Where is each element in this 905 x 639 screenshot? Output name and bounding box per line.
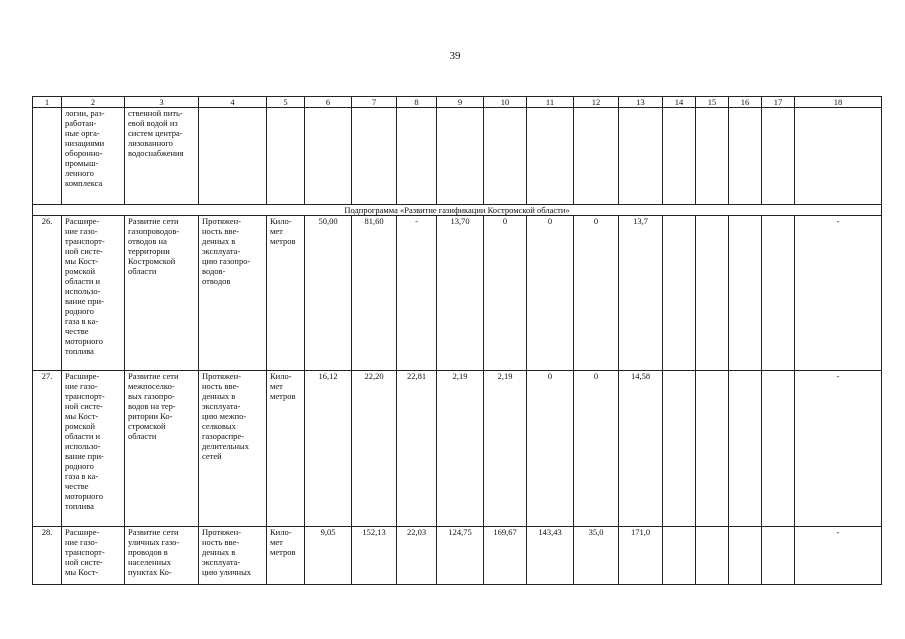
row-indicator-text: Протяжен- ность вве- денных в эксплуата- цию газопро- водов- отводов [202,216,251,286]
row-name-text: Расшире- ние газо- транспорт- ной систе- мы Кост- ромской области и использо- вание при- родного газа в ка- честве моторного топлива [65,216,105,356]
table-row [33,216,882,371]
value-cell: 0 [574,216,619,371]
row-activity [125,527,199,585]
row-unit-text: Кило- мет метров [270,371,296,401]
value-cell: 81,60 [352,216,397,371]
column-number: 13 [619,97,663,108]
value-cell: 0 [484,216,527,371]
subprogram-row [33,205,882,216]
subprogram-title: Подпрограмма «Развитие газификации Костромской области» [33,205,882,216]
value-cell: - [397,216,437,371]
row-name [62,371,125,527]
column-number: 17 [762,97,795,108]
value-cell: 124,75 [437,527,484,585]
column-number: 11 [527,97,574,108]
value-cell: 13,7 [619,216,663,371]
column-number: 8 [397,97,437,108]
value-cell [729,371,762,527]
row-unit-text: Кило- мет метров [270,527,296,557]
row-indicator [199,371,267,527]
value-cell: 2,19 [437,371,484,527]
value-cell [762,216,795,371]
value-cell [696,527,729,585]
value-cell: - [795,371,882,527]
column-number: 3 [125,97,199,108]
row-indicator [199,216,267,371]
column-number: 7 [352,97,397,108]
column-number: 18 [795,97,882,108]
column-number: 2 [62,97,125,108]
continuation-name-cell [62,108,125,205]
value-cell: 14,58 [619,371,663,527]
table-row [33,527,882,585]
row-unit [267,527,305,585]
row-indicator-text: Протяжен- ность вве- денных в эксплуата- цию уличных [202,527,252,577]
value-cell: 171,0 [619,527,663,585]
column-number: 10 [484,97,527,108]
value-cell: 22,20 [352,371,397,527]
value-cell: 0 [527,216,574,371]
row-indicator-text: Протяжен- ность вве- денных в эксплуата- цию межпо- селковых газораспре- делительных сетей [202,371,250,461]
table-row [33,371,882,527]
value-cell: - [795,216,882,371]
value-cell: 2,19 [484,371,527,527]
value-cell: 16,12 [305,371,352,527]
continuation-name-text: логии, раз- работан- ные орга- низациями оборонно- промыш- ленного комплекса [65,108,105,188]
row-activity [125,216,199,371]
row-unit [267,371,305,527]
row-name [62,527,125,585]
value-cell: 0 [574,371,619,527]
row-unit-text: Кило- мет метров [270,216,296,246]
value-cell: 35,0 [574,527,619,585]
row-name-text: Расшире- ние газо- транспорт- ной систе- мы Кост- ромской области и использо- вание при- родного газа в ка- честве моторного топлива [65,371,105,511]
column-number: 4 [199,97,267,108]
value-cell: - [795,527,882,585]
column-numbers-row [33,97,882,108]
value-cell [762,371,795,527]
value-cell [729,527,762,585]
row-activity [125,371,199,527]
column-number: 15 [696,97,729,108]
value-cell [663,216,696,371]
value-cell [696,371,729,527]
row-name [62,216,125,371]
row-name-text: Расшире- ние газо- транспорт- ной систе- мы Кост- [65,527,105,577]
continuation-activity-text: ственной пить- евой водой из систем центра- лизованного водоснабжения [128,108,184,158]
row-indicator [199,527,267,585]
value-cell [762,527,795,585]
column-number: 6 [305,97,352,108]
value-cell: 50,00 [305,216,352,371]
value-cell [729,216,762,371]
row-unit [267,216,305,371]
value-cell: 9,05 [305,527,352,585]
row-number: 26. [33,216,62,371]
value-cell [663,527,696,585]
indicator-table [32,96,882,585]
column-number: 12 [574,97,619,108]
column-number: 16 [729,97,762,108]
continuation-row [33,108,882,205]
row-activity-text: Развитие сети уличных газо- проводов в населенных пунктах Ко- [128,527,180,577]
value-cell [696,216,729,371]
row-activity-text: Развитие сети газопроводов- отводов на территории Костромской области [128,216,180,276]
row-number: 28. [33,527,62,585]
row-activity-text: Развитие сети межпоселко- вых газопро- водов на тер- ритории Ко- стромской области [128,371,179,441]
column-number: 9 [437,97,484,108]
column-number: 1 [33,97,62,108]
page-number: 39 [449,50,461,62]
continuation-activity-cell [125,108,199,205]
value-cell: 0 [527,371,574,527]
value-cell: 143,43 [527,527,574,585]
column-number: 14 [663,97,696,108]
value-cell: 152,13 [352,527,397,585]
row-number: 27. [33,371,62,527]
value-cell: 13,70 [437,216,484,371]
column-number: 5 [267,97,305,108]
value-cell: 22,03 [397,527,437,585]
value-cell: 169,67 [484,527,527,585]
value-cell [663,371,696,527]
value-cell: 22,81 [397,371,437,527]
